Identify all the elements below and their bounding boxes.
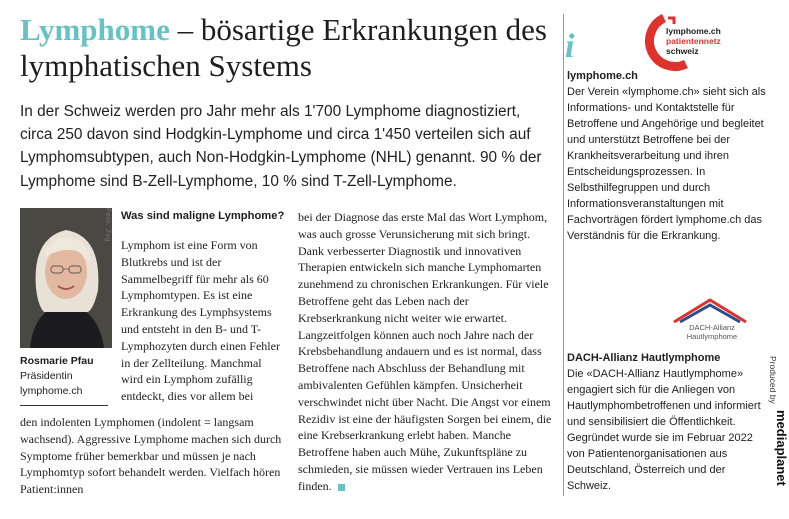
end-mark-icon <box>338 484 345 491</box>
person-org: lymphome.ch <box>20 385 83 397</box>
article-column-1b: den indolenten Lymphomen (indolent = langsam wachsend). Aggressive Lymphome machen sich durch Symptome früher bemerkbar und müssen je nach Lymphomtyp sofort behandelt werden. Vielfach hören Patient:innen <box>20 415 282 497</box>
section-heading-lymphome: lymphome.ch <box>567 70 638 82</box>
column-divider <box>563 14 564 496</box>
logo2-line2: Hautlymphome <box>686 332 738 341</box>
section-heading-dach: DACH-Allianz Hautlymphome <box>567 352 721 364</box>
title-accent: Lymphome <box>20 12 170 47</box>
lymphome-logo-text <box>666 26 721 56</box>
section-body-lymphome: Der Verein «lymphome.ch» sieht sich als Informations- und Kontaktstelle für Betroffene und Angehörige und begleitet und unterstützt Betroffene bei der Krankheitsverarbeitung und ihren Entscheidungsprozessen. In Selbsthilfegruppen und durch Informationsveranstaltungen mit Fachvorträgen fördert lymphome.ch das Verständnis für die Erkrankung. <box>567 86 766 242</box>
logo2-line1: DACH-Allianz <box>689 323 735 332</box>
article-column-2 <box>298 209 554 495</box>
page-title <box>20 12 560 84</box>
mediaplanet-logo: mediaplanet <box>774 410 789 486</box>
person-role: Präsidentin <box>20 370 73 382</box>
caption-divider <box>20 405 108 406</box>
dach-allianz-logo-text <box>672 323 752 341</box>
person-caption <box>20 354 120 399</box>
article-heading: Was sind maligne Lymphome? <box>121 210 285 222</box>
logo1-line3: schweiz <box>666 46 699 56</box>
portrait-photo <box>20 208 112 348</box>
info-icon: i <box>565 28 575 65</box>
person-name: Rosmarie Pfau <box>20 355 94 367</box>
article-column-2-text: bei der Diagnose das erste Mal das Wort Lymphom, was auch grosse Verunsicherung mit sich bringt. Dank verbesserter Diagnostik und innovativen Therapien entwickeln sich manche Lymphomarten zunehmend zu chronischen Erkrankungen. Für viele Betroffene geht das Leben nach der Krebserkrankung nicht weiter wie erwartet. Langzeitfolgen können auch noch Jahre nach der Krebsbehandlung andauern und es ist normal, dass Betroffene nach Abschluss der Behandlung mit ambivalenten Gefühlen kämpfen. Unsicherheit verschwindet nicht über Nacht. Die Angst vor einem Rezidiv ist eine der häufigsten Sorgen bei einem, die eine Krebserkrankung erlebt haben. Manche Betroffene haben auch Mühe, Zukunftspläne zu schmieden, sie müssen wieder Vertrauen ins Leben finden. <box>298 210 552 493</box>
logo1-line2: patientennetz <box>666 36 721 46</box>
article-column-1a: Lymphom ist eine Form von Blutkrebs und ist der Sammelbegriff für mehr als 60 Lymphomtypen. Es ist eine Erkrankung des Lymphsystems und entsteht in den B- und T-Lymphozyten durch einen Fehler in der Zellteilung. Manchmal wird ein Lymphom zufällig entdeckt, dies vor allem bei <box>121 238 280 404</box>
portrait-illustration <box>20 208 112 348</box>
lead-paragraph: In der Schweiz werden pro Jahr mehr als 1'700 Lymphome diagnostiziert, circa 250 davon sind Hodgkin-Lymphome und circa 1'450 verteilen sich auf Lymphomsubtypen, auch Non-Hodgkin-Lymphome (NHL) genannt. 90 % der Lymphome sind B-Zell-Lymphome, 10 % sind T-Zell-Lymphome. <box>20 103 542 190</box>
photo-credit: Foto: Zvg <box>104 208 111 243</box>
title-rest: – bösartige Erkrankungen des lymphatischen Systems <box>20 12 547 83</box>
logo1-line1: lymphome.ch <box>666 26 721 36</box>
produced-by-label: Produced by <box>768 356 778 404</box>
section-body-dach: Die «DACH-Allianz Hautlymphome» engagiert sich für die Anliegen von Hautlymphombetroffenen und informiert und sensibilisiert die Öffentlichkeit. Gegründet wurde sie im Februar 2022 von Patientenorganisationen aus Deutschland, Österreich und der Schweiz. <box>567 368 761 492</box>
